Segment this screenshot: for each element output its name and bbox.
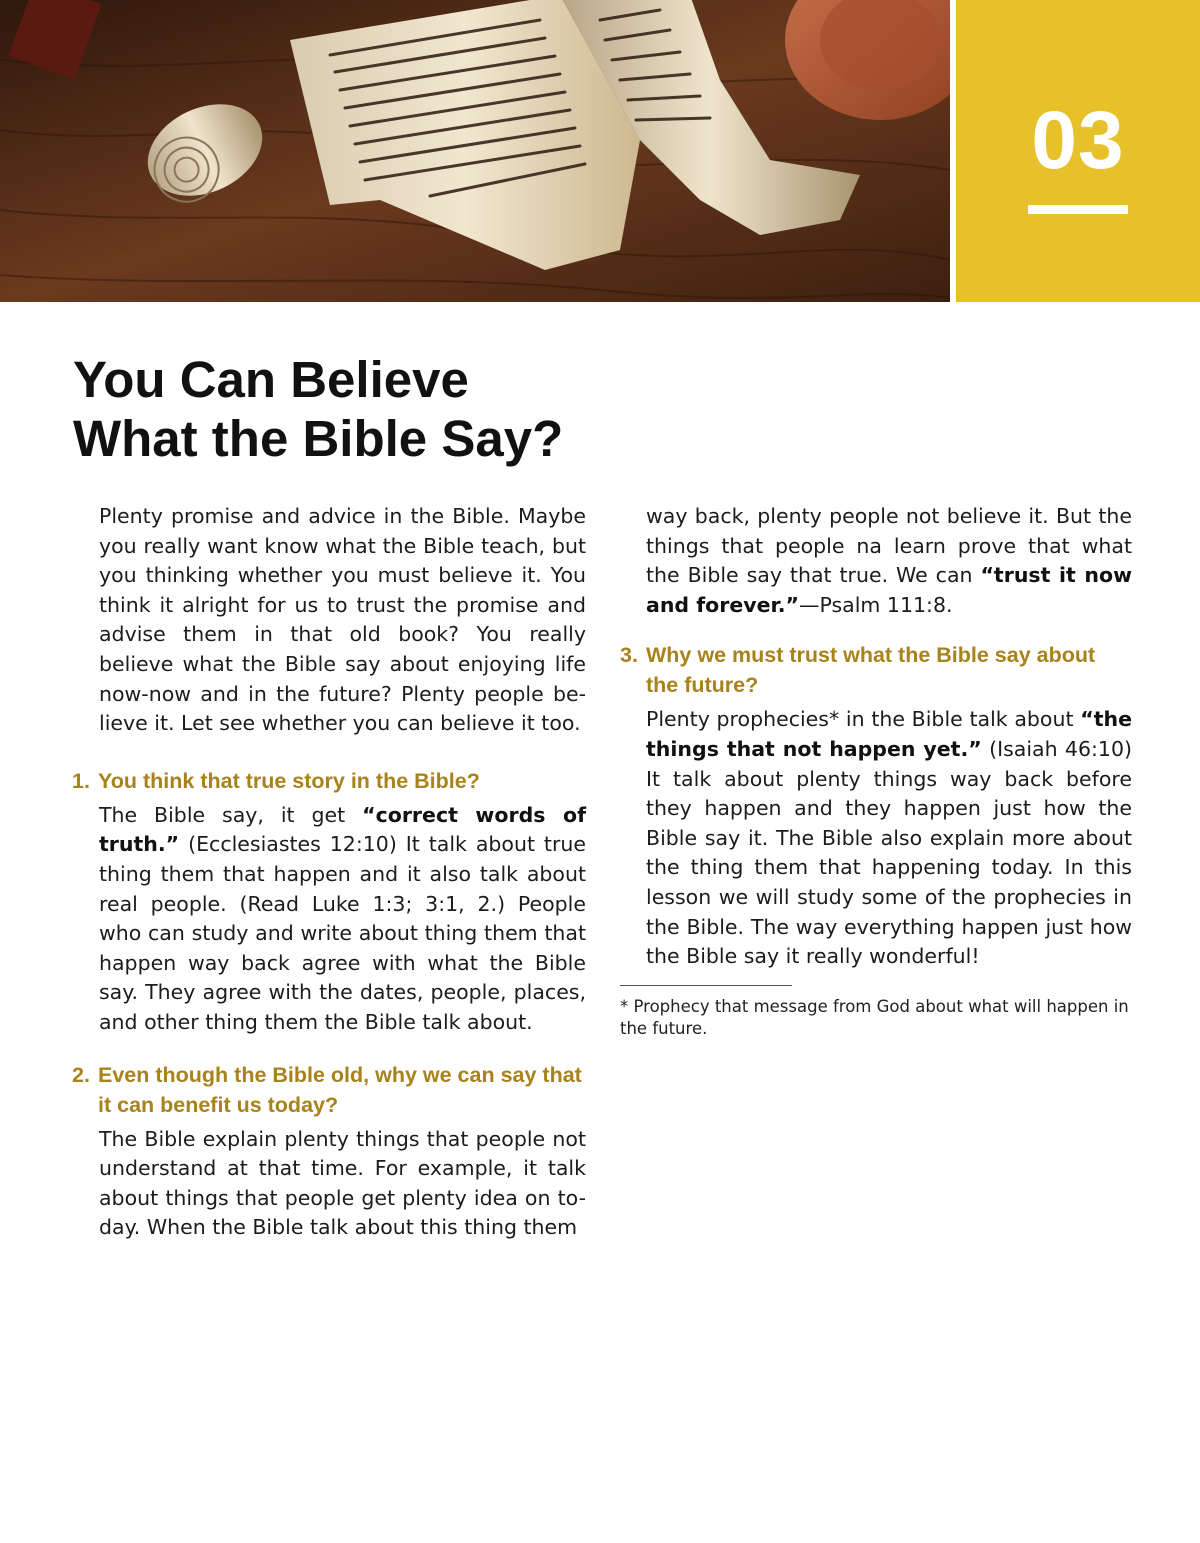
question-3-number: 3. (620, 643, 638, 668)
lesson-number: 03 (1031, 95, 1125, 186)
answer-3-text-b: (Isaiah 46:10) It talk about plenty things way back before they happen and they happen just how the Bible say it. The Bible also explain more about the thing them that happening today. In this lesson we will study some of the prophecies in the Bible. The way everything happen just how the Bible say it really wonderful! (646, 736, 1132, 969)
footnote: * Prophecy that message from God about what will happen in the future. (620, 996, 1129, 1038)
answer-2-text-a: way back, plenty people not believe it. But the things that people na learn prove that what the Bible say that true. We can (646, 504, 1132, 588)
answer-1-paragraph (72, 801, 586, 1038)
right-column (620, 502, 1132, 1040)
answer-2-paragraph-part1: The Bible explain plenty things that people not understand at that time. For example, it talk about things that people get plenty idea on to-day. When the Bible talk about this thing them (99, 1126, 586, 1240)
question-1-text: You think that true story in the Bible? (98, 768, 480, 793)
answer-3-paragraph (620, 705, 1132, 971)
intro-paragraph: Plenty promise and advice in the Bible. Maybe you really want know what the Bible teach, but you thinking whether you must believe it. You think it alright for us to trust the promise and advise them in that old book? You really believe what the Bible say about enjoying life now-now and in the future? Plenty people be-lieve it. Let see whether you can believe it too. (99, 504, 586, 736)
answer-3-quote: “the things that not happen yet.” (646, 707, 1132, 761)
lesson-number-tab (956, 0, 1200, 302)
page-title-line1: You Can Believe (73, 351, 469, 408)
answer-1-quote: “correct words of truth.” (99, 802, 586, 857)
answer-1-text-a: The Bible say, it get (99, 802, 363, 827)
question-1 (72, 766, 586, 796)
answer-3-text-a: Plenty prophecies* in the Bible talk about (646, 707, 1081, 732)
question-3-text: Why we must trust what the Bible say about the future? (646, 643, 1096, 698)
answer-1-text-b: (Ecclesiastes 12:10) It talk about true thing them that happen and it also talk about real people. (Read Luke 1:3; 3:1, 2.) People who can study and write about thing them that happen way back agree with what the Bible say. They agree with the dates, people, places, and other thing them the Bible talk about. (99, 832, 586, 1034)
answer-2-quote: “trust it now and forever.” (646, 563, 1133, 617)
page-title (73, 350, 773, 468)
question-2-text: Even though the Bible old, why we can say that it can benefit us today? (98, 1062, 582, 1117)
footnote-divider (620, 985, 792, 986)
question-3 (620, 640, 1132, 700)
header-photo-scrolls (0, 0, 950, 302)
left-column (72, 502, 586, 1243)
question-2 (72, 1060, 586, 1120)
answer-2-paragraph-part2 (620, 502, 1132, 620)
question-1-number: 1. (72, 768, 90, 793)
lesson-number-underline (1028, 205, 1128, 214)
answer-2-citation: —Psalm 111:8. (798, 592, 953, 617)
page-title-line2: What the Bible Say? (73, 410, 564, 467)
question-2-number: 2. (72, 1062, 90, 1087)
